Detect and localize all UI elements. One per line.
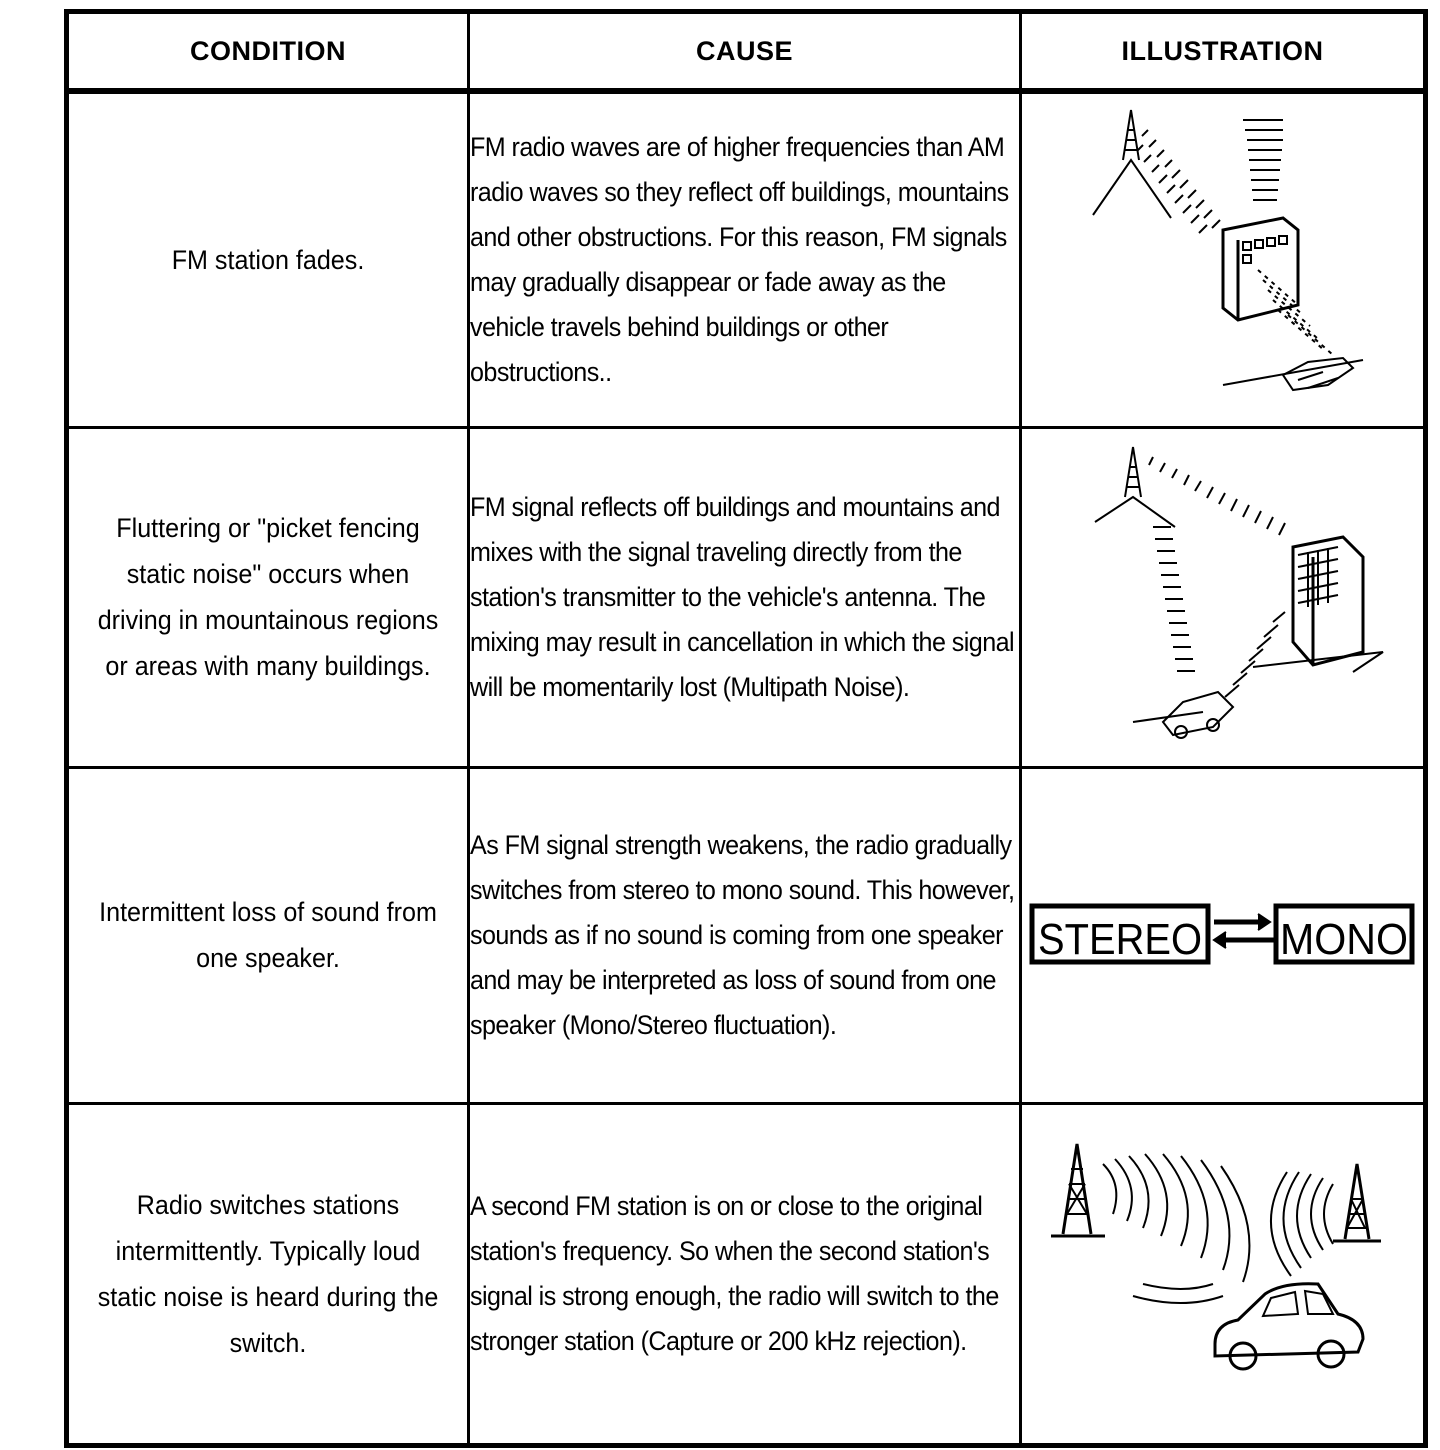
illustration-cell [1021, 1103, 1426, 1445]
table-row [67, 427, 1426, 767]
illustration-cell [1021, 91, 1426, 427]
tower-icon [1051, 1144, 1105, 1236]
car-icon [1215, 1283, 1363, 1368]
cause-text: As FM signal strength weakens, the radio gradually switches from stereo to mono sound. This however, sounds as if no sound is coming from one speaker and may be interpreted as loss of sound from one speaker (Mono/Stereo fluctuation). [470, 829, 1015, 1040]
table-row [67, 1103, 1426, 1445]
mono-label: MONO [1279, 915, 1408, 964]
tower-icon [1333, 1164, 1381, 1241]
condition-cell [67, 767, 469, 1103]
condition-text: Fluttering or "picket fencing static noise" occurs when driving in mountainous regions or areas with many buildings. [97, 513, 439, 681]
illustration-cell [1021, 767, 1426, 1103]
condition-cell [67, 91, 469, 427]
illustration-cell [1021, 427, 1426, 767]
condition-cell [67, 427, 469, 767]
multipath-noise-illustration [1053, 437, 1393, 757]
cause-text: FM signal reflects off buildings and mountains and mixes with the signal traveling directly from the station's transmitter to the vehicle's antenna. The mixing may result in cancellation in which the signal will be momentarily lost (Multipath Noise). [470, 491, 1015, 702]
cause-text: FM radio waves are of higher frequencies than AM radio waves so they reflect off buildings, mountains and other obstructions. For this reason, FM signals may gradually disappear or fade away as the vehicle travels behind buildings or other obstructions.. [470, 131, 1009, 387]
header-row [67, 12, 1426, 92]
condition-text: Radio switches stations intermittently. Typically loud static noise is heard during the switch. [97, 1189, 439, 1358]
troubleshooting-table [64, 9, 1428, 1448]
condition-cell [67, 1103, 469, 1445]
stereo-mono-arrows-illustration [1028, 900, 1418, 970]
header-illustration: ILLUSTRATION [1021, 12, 1426, 92]
stereo-label: STEREO [1037, 915, 1202, 964]
condition-text: Intermittent loss of sound from one speaker. [99, 897, 437, 973]
cause-cell [469, 767, 1021, 1103]
two-towers-capture-illustration [1033, 1124, 1413, 1424]
cause-cell [469, 427, 1021, 767]
cause-cell [469, 1103, 1021, 1445]
header-cause: CAUSE [469, 12, 1021, 92]
table-row [67, 91, 1426, 427]
cause-text: A second FM station is on or close to the original station's frequency. So when the second station's signal is strong enough, the radio will switch to the stronger station (Capture or 200 kHz rejection). [470, 1190, 999, 1356]
fm-fade-reflection-illustration [1053, 100, 1393, 420]
cause-cell [469, 91, 1021, 427]
double-arrow-icon [1214, 914, 1274, 948]
table-row [67, 767, 1426, 1103]
condition-text: FM station fades. [171, 244, 365, 275]
header-condition: CONDITION [67, 12, 469, 92]
